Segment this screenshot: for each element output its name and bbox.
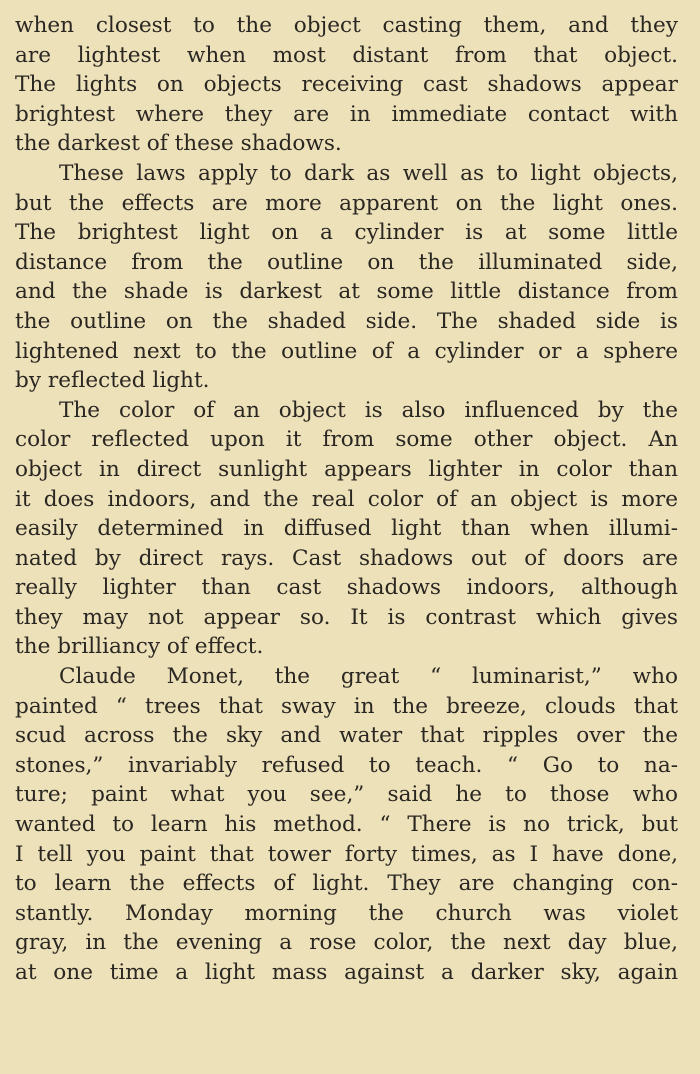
text-line: stones,” invariably refused to teach. “ Go to na-: [15, 752, 678, 778]
text-line: color reflected upon it from some other object. An: [15, 427, 678, 453]
text-line: gray, in the evening a rose color, the next day blue,: [15, 930, 678, 956]
text-line: I tell you paint that tower forty times, as I have done,: [15, 841, 678, 867]
text-line: the brilliancy of effect.: [15, 634, 264, 660]
text-line: brightest where they are in immediate contact with: [15, 101, 678, 127]
text-line: but the effects are more apparent on the light ones.: [15, 190, 678, 216]
text-line: Claude Monet, the great “ luminarist,” who: [59, 664, 678, 690]
text-line: ture; paint what you see,” said he to those who: [15, 782, 678, 808]
text-line: really lighter than cast shadows indoors, although: [15, 575, 678, 601]
text-line: The lights on objects receiving cast shadows appear: [15, 72, 678, 98]
text-line: they may not appear so. It is contrast which gives: [15, 604, 678, 630]
text-line: and the shade is darkest at some little distance from: [15, 279, 678, 305]
text-line: at one time a light mass against a darker sky, again: [15, 960, 678, 985]
text-line: stantly. Monday morning the church was violet: [15, 900, 678, 926]
text-line: wanted to learn his method. “ There is no trick, but: [15, 812, 678, 838]
text-line: object in direct sunlight appears lighter in color than: [15, 456, 678, 482]
text-line: the darkest of these shadows.: [15, 131, 342, 157]
paragraph-shadows: [15, 11, 678, 159]
text-line: the outline on the shaded side. The shaded side is: [15, 308, 678, 334]
text-line: lightened next to the outline of a cylinder or a sphere: [15, 338, 678, 364]
paragraph-color: [15, 396, 678, 662]
text-line: to learn the effects of light. They are changing con-: [15, 871, 678, 897]
text-line: by reflected light.: [15, 368, 210, 394]
text-line: when closest to the object casting them, and they: [15, 13, 678, 38]
text-line: The color of an object is also influenced by the: [59, 397, 678, 423]
text-line: easily determined in diffused light than when illumi-: [15, 516, 678, 542]
text-line: are lightest when most distant from that object.: [15, 42, 678, 68]
text-line: scud across the sky and water that ripples over the: [15, 723, 678, 749]
paragraph-monet: [15, 662, 678, 988]
text-line: it does indoors, and the real color of an object is more: [15, 486, 678, 512]
text-line: distance from the outline on the illuminated side,: [15, 249, 678, 275]
text-line: painted “ trees that sway in the breeze, clouds that: [15, 693, 678, 719]
text-line: These laws apply to dark as well as to light objects,: [59, 160, 678, 186]
text-line: nated by direct rays. Cast shadows out of doors are: [15, 545, 678, 571]
text-line: The brightest light on a cylinder is at some little: [15, 220, 678, 246]
paragraph-laws: [15, 159, 678, 396]
